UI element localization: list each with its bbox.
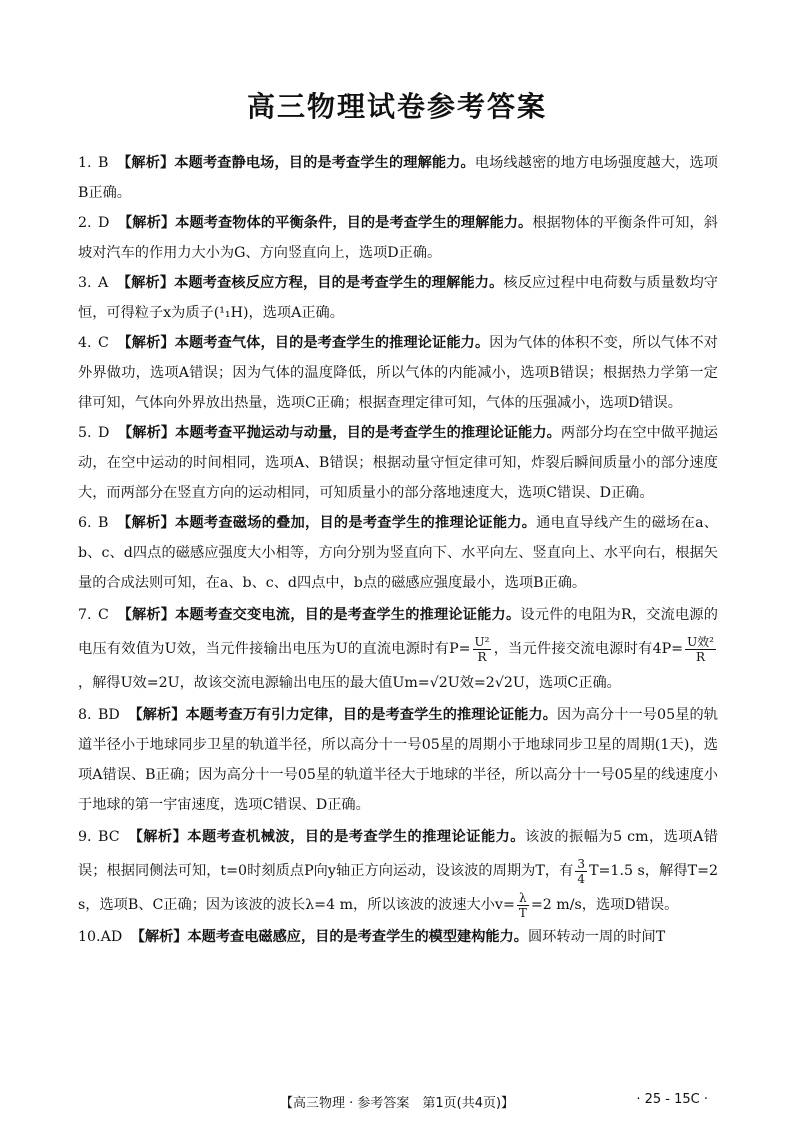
item-answer: B (98, 155, 109, 171)
item-explanation-part: T=1.5 s，解得T=2 s，选项B、C正确；因为该波的波长λ=4 m，所以该波的波速大小v= (78, 863, 718, 913)
item-explanation-part: ，当元件接交流电源时有4P= (493, 641, 684, 657)
item-answer: C (98, 335, 109, 351)
analysis-tag: 【解析】 (128, 829, 188, 845)
fraction-numerator: 3 (577, 856, 586, 871)
item-explanation-part: =2 m/s，选项D错误。 (530, 897, 679, 913)
answer-item-4 (78, 328, 718, 418)
analysis-tag: 【解析】 (118, 215, 176, 231)
item-number: 2. (78, 215, 92, 231)
power-fraction (473, 635, 492, 664)
item-intro: 本题考查交变电流，目的是考查学生的推理论证能力。 (175, 607, 521, 623)
fraction-denominator: T (518, 905, 527, 920)
page-title: 高三物理试卷参考答案 (246, 90, 547, 123)
item-explanation: 圆环转动一周的时间T (528, 929, 666, 945)
item-explanation: 因为高分十一号05星的轨道半径小于地球同步卫星的轨道半径，所以高分十一号05星的周期小于地球同步卫星的周期(1天)，选项A错误、B正确；因为高分十一号05星的轨道半径大于地球的半径，所以高分十一号05星的线速度小于地球的第一宇宙速度，选项C错误、D正确。 (78, 707, 718, 813)
item-intro: 本题考查万有引力定律，目的是考查学生的推理论证能力。 (185, 707, 558, 723)
fraction-numerator: U效² (687, 634, 714, 649)
item-answer: BD (98, 707, 120, 723)
answer-item-10 (78, 922, 718, 952)
item-answer: D (98, 425, 110, 441)
item-explanation: 核反应过程中电荷数与质量数均守恒，可得粒子x为质子(¹₁H)，选项A正确。 (78, 275, 718, 321)
three-quarters-fraction (575, 857, 587, 886)
fraction-denominator: 4 (577, 871, 586, 886)
analysis-tag: 【解析】 (116, 275, 175, 291)
fraction-numerator: U² (474, 634, 490, 649)
item-answer: D (98, 215, 110, 231)
item-number: 10. (78, 929, 101, 945)
fraction-denominator: R (477, 649, 487, 664)
answer-item-6 (78, 508, 718, 598)
item-answer: A (98, 275, 109, 291)
answer-item-1 (78, 148, 718, 208)
item-number: 3. (78, 275, 92, 291)
analysis-tag: 【解析】 (130, 929, 188, 945)
item-number: 4. (78, 335, 92, 351)
item-intro: 本题考查平抛运动与动量，目的是考查学生的推理论证能力。 (175, 425, 561, 441)
item-explanation: 因为气体的体积不变，所以气体不对外界做功，选项A错误；因为气体的温度降低，所以气体的内能减小，选项B错误；根据热力学第一定律可知，气体向外界放出热量，选项C正确；根据查理定律可知，气体的压强减小，选项D错误。 (78, 335, 718, 411)
item-number: 6. (78, 515, 92, 531)
answer-item-9 (78, 820, 718, 922)
item-explanation-part: 设元件的电阻为R，交流电源的电压有效值为U效，当元件接输出电压为U的直流电源时有P= (78, 607, 718, 657)
item-explanation-part: ，解得U效=2U，故该交流电源输出电压的最大值Um=√2U效=2√2U，选项C正确。 (78, 675, 621, 691)
answer-item-8 (78, 700, 718, 820)
analysis-tag: 【解析】 (128, 707, 186, 723)
answer-item-5 (78, 418, 718, 508)
analysis-tag: 【解析】 (117, 515, 176, 531)
item-explanation: 根据物体的平衡条件可知，斜坡对汽车的作用力大小为G、方向竖直向上，选项D正确。 (78, 215, 718, 261)
item-intro: 本题考查磁场的叠加，目的是考查学生的推理论证能力。 (175, 515, 537, 531)
item-answer: BC (98, 829, 120, 845)
item-number: 5. (78, 425, 92, 441)
item-number: 9. (78, 829, 92, 845)
footer-page-info: 【高三物理 · 参考答案 第1页(共4页)】 (279, 1096, 515, 1111)
answer-item-7 (78, 598, 718, 700)
item-number: 1. (78, 155, 92, 171)
footer-code: · 25 - 15C · (636, 1092, 708, 1107)
analysis-tag: 【解析】 (117, 607, 176, 623)
item-explanation-part: 该波的振幅为5 cm，选项A错误；根据同侧法可知，t=0时刻质点P向y轴正方向运动，设该波的周期为T，有 (78, 829, 718, 879)
analysis-tag: 【解析】 (118, 425, 176, 441)
ac-power-fraction (685, 635, 716, 664)
item-answer: C (98, 607, 109, 623)
item-intro: 本题考查机械波，目的是考查学生的推理论证能力。 (187, 829, 525, 845)
item-number: 8. (78, 707, 92, 723)
item-intro: 本题考查物体的平衡条件，目的是考查学生的理解能力。 (175, 215, 533, 231)
item-intro: 本题考查电磁感应，目的是考查学生的模型建构能力。 (187, 929, 528, 945)
answer-item-2 (78, 208, 718, 268)
item-explanation: 电场线越密的地方电场强度越大，选项B正确。 (78, 155, 718, 201)
answer-item-3 (78, 268, 718, 328)
item-intro: 本题考查核反应方程，目的是考查学生的理解能力。 (174, 275, 504, 291)
item-intro: 本题考查静电场，目的是考查学生的理解能力。 (174, 155, 475, 171)
item-explanation: 通电直导线产生的磁场在a、b、c、d四点的磁感应强度大小相等，方向分别为竖直向下、水平向左、竖直向上、水平向右，根据矢量的合成法则可知，在a、b、c、d四点中，b点的磁感应强度最小，选项B正确。 (78, 515, 718, 591)
fraction-numerator: λ (517, 891, 529, 906)
item-number: 7. (78, 607, 92, 623)
item-answer: AD (100, 929, 123, 945)
wave-speed-fraction (517, 891, 529, 920)
analysis-tag: 【解析】 (117, 155, 175, 171)
fraction-denominator: R (696, 649, 706, 664)
answer-list (78, 148, 718, 952)
item-explanation: 两部分均在空中做平抛运动，在空中运动的时间相同，选项A、B错误；根据动量守恒定律可知，炸裂后瞬间质量小的部分速度大，而两部分在竖直方向的运动相同，可知质量小的部分落地速度大，选项C错误、D正确。 (78, 425, 718, 501)
item-intro: 本题考查气体，目的是考查学生的推理论证能力。 (174, 335, 490, 351)
analysis-tag: 【解析】 (117, 335, 175, 351)
item-answer: B (98, 515, 109, 531)
